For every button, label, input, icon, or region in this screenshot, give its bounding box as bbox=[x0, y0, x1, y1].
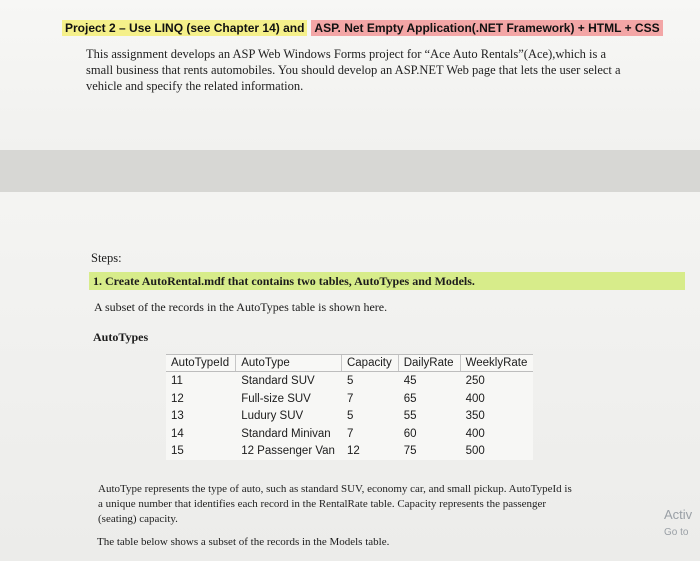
table-header-row bbox=[166, 355, 533, 372]
table-row bbox=[166, 425, 533, 443]
table-cell: 15 bbox=[171, 445, 184, 457]
table-cell: 500 bbox=[465, 445, 485, 457]
step-1: 1. Create AutoRental.mdf that contains two tables, AutoTypes and Models. bbox=[89, 272, 685, 290]
project-title bbox=[62, 19, 663, 37]
steps-label: Steps: bbox=[91, 251, 122, 265]
table-cell: Full-size SUV bbox=[241, 392, 311, 405]
column-header: DailyRate bbox=[398, 355, 460, 372]
subset-text: A subset of the records in the AutoTypes table is shown here. bbox=[94, 300, 388, 314]
table-cell: 7 bbox=[346, 427, 354, 440]
table-cell: 45 bbox=[403, 375, 417, 387]
table-cell: 250 bbox=[465, 375, 485, 387]
table-row bbox=[166, 372, 533, 390]
table-cell: 60 bbox=[403, 427, 417, 440]
watermark-line2: Go to bbox=[664, 527, 689, 538]
column-header: WeeklyRate bbox=[460, 355, 533, 372]
table-cell: 400 bbox=[465, 392, 485, 405]
table-cell: 5 bbox=[346, 410, 354, 422]
table-cell: 5 bbox=[346, 375, 354, 387]
intro-paragraph: This assignment develops an ASP Web Windows Forms project for “Ace Auto Rentals”(Ace),which is a small business that rents automobiles. You should develop an ASP.NET Web page that lets the user select a vehicle and specify the related information. bbox=[86, 47, 621, 93]
table-cell: 7 bbox=[346, 392, 354, 405]
table-cell: 55 bbox=[403, 410, 417, 422]
autotypes-table bbox=[166, 354, 533, 460]
table-cell: Standard SUV bbox=[241, 375, 315, 387]
table-row bbox=[166, 390, 533, 408]
table-cell: 75 bbox=[403, 445, 417, 457]
table-cell: 12 bbox=[346, 445, 360, 457]
title-part-linq: Project 2 – Use LINQ (see Chapter 14) and bbox=[62, 20, 307, 36]
column-header: AutoType bbox=[236, 355, 342, 372]
models-note: The table below shows a subset of the records in the Models table. bbox=[97, 536, 390, 548]
autotypes-title: AutoTypes bbox=[93, 330, 149, 344]
table-cell: Standard Minivan bbox=[241, 427, 331, 440]
table-cell: 11 bbox=[171, 375, 183, 387]
activation-watermark bbox=[664, 506, 692, 542]
table-row bbox=[166, 407, 533, 425]
autotype-description: AutoType represents the type of auto, such as standard SUV, economy car, and small pickup. AutoTypeId is a unique number that identifies each record in the RentalRate table. Capacity represents the passenger (seating) capacity. bbox=[98, 483, 572, 525]
table-cell: Ludury SUV bbox=[241, 410, 304, 422]
column-header: AutoTypeId bbox=[166, 355, 236, 372]
table-cell: 13 bbox=[171, 410, 184, 422]
table-cell: 14 bbox=[171, 427, 184, 440]
table-cell: 400 bbox=[465, 427, 485, 440]
table-cell: 350 bbox=[465, 410, 485, 422]
page-gap bbox=[0, 150, 700, 192]
table-cell: 65 bbox=[403, 392, 417, 405]
title-part-asp: ASP. Net Empty Application(.NET Framework) + HTML + CSS bbox=[311, 20, 662, 36]
column-header: Capacity bbox=[341, 355, 398, 372]
table-cell: 12 bbox=[171, 392, 184, 405]
watermark-line1: Activ bbox=[664, 507, 693, 522]
table-cell: 12 Passenger Van bbox=[241, 445, 335, 457]
table-row bbox=[166, 442, 533, 460]
